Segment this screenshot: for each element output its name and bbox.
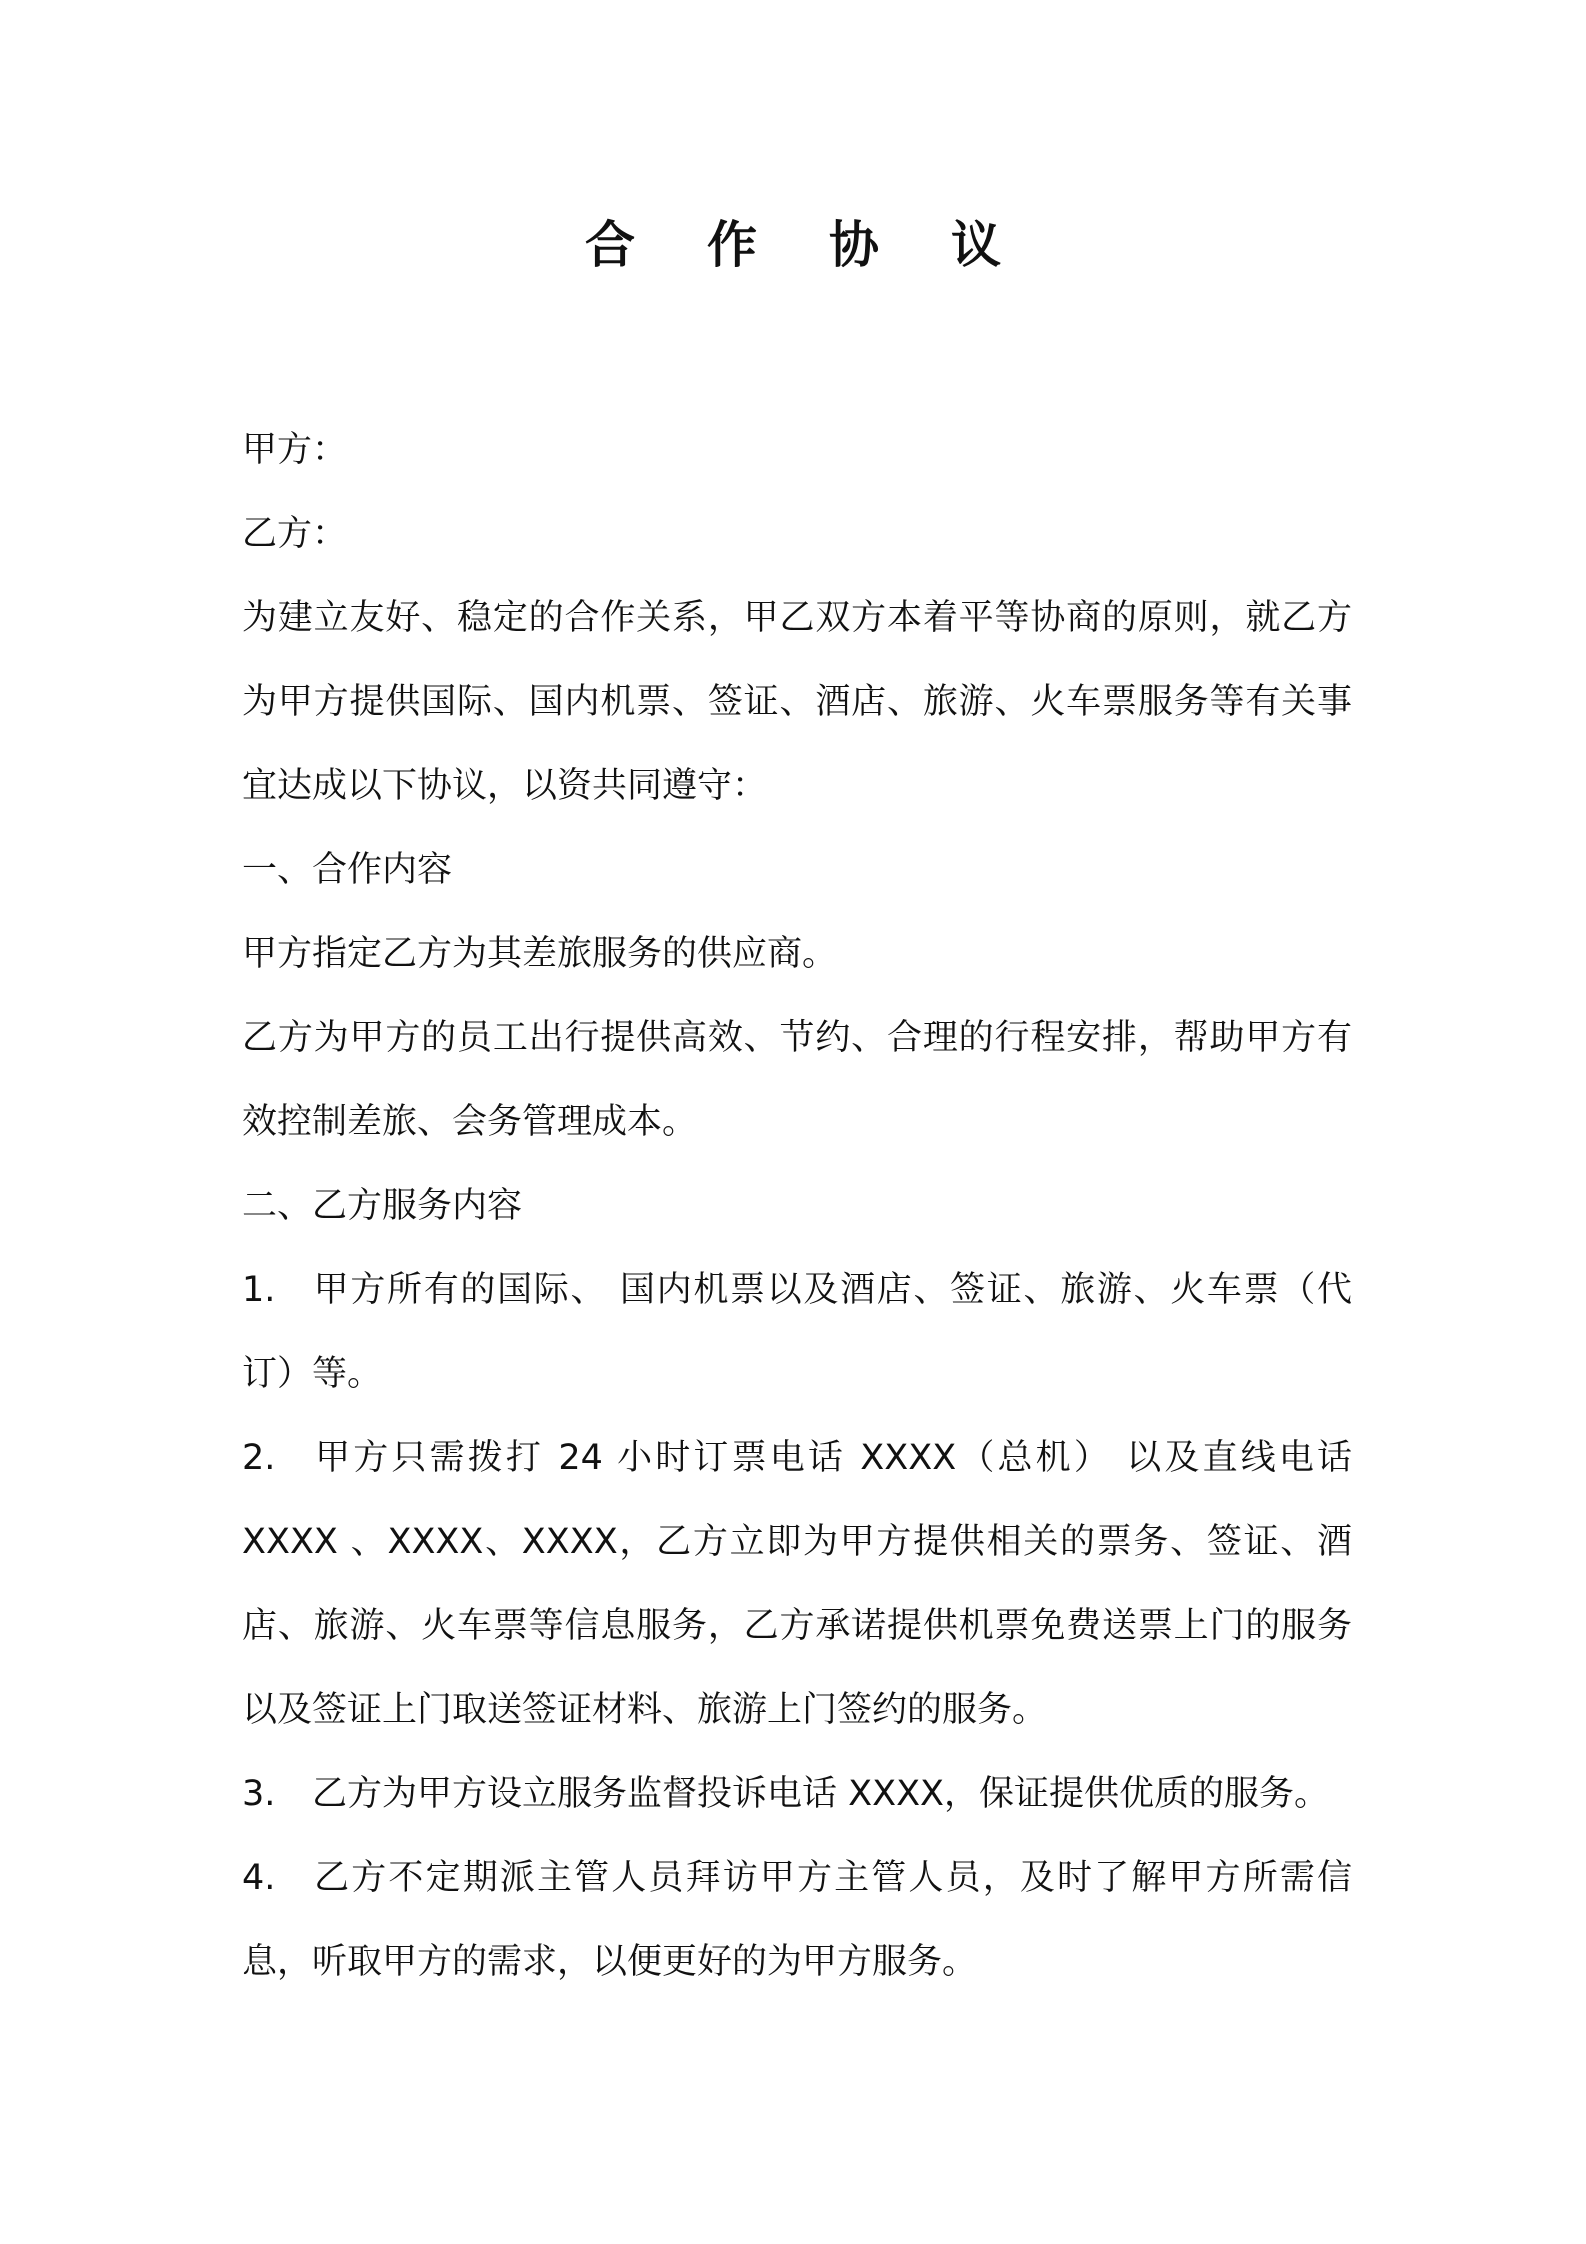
title-char: 作 <box>707 216 757 274</box>
intro-paragraph: 为建立友好、稳定的合作关系，甲乙双方本着平等协商的原则，就乙方为甲方提供国际、国内机票、签证、酒店、旅游、火车票服务等有关事宜达成以下协议，以资共同遵守： <box>242 598 1352 806</box>
section-1-paragraph: 乙方为甲方的员工出行提供高效、节约、合理的行程安排，帮助甲方有效控制差旅、会务管理成本。 <box>242 1018 1352 1142</box>
item-number: 4. <box>242 1858 276 1898</box>
item-number: 2. <box>242 1438 276 1478</box>
item-text: 乙方不定期派主管人员拜访甲方主管人员，及时了解甲方所需信息，听取甲方的需求，以便更好的为甲方服务。 <box>242 1858 1352 1982</box>
party-a-line: 甲方： <box>242 430 348 470</box>
service-item <box>242 1836 1352 2004</box>
title-char: 合 <box>585 216 635 274</box>
service-item <box>242 1752 1352 1836</box>
item-text: 甲方所有的国际、 国内机票以及酒店、签证、旅游、火车票（代订）等。 <box>242 1270 1352 1394</box>
section-1-paragraph: 甲方指定乙方为其差旅服务的供应商。 <box>242 934 838 974</box>
service-item <box>242 1248 1352 1416</box>
item-text: 甲方只需拨打 24 小时订票电话 XXXX（总机） 以及直线电话 XXXX 、XXXX、XXXX，乙方立即为甲方提供相关的票务、签证、酒店、旅游、火车票等信息服务，乙方承诺提供机票免费送票上门的服务以及签证上门取送签证材料、旅游上门签约的服务。 <box>242 1438 1352 1730</box>
document-title <box>0 210 1586 280</box>
service-item <box>242 1416 1352 1752</box>
section-1-heading: 一、合作内容 <box>242 850 453 890</box>
item-number: 3. <box>242 1774 276 1814</box>
title-char: 协 <box>829 216 879 274</box>
document-body <box>242 408 1352 2004</box>
item-text: 乙方为甲方设立服务监督投诉电话 XXXX，保证提供优质的服务。 <box>312 1774 1330 1814</box>
party-b-line: 乙方： <box>242 514 348 554</box>
item-number: 1. <box>242 1270 276 1310</box>
title-char: 议 <box>951 216 1001 274</box>
section-2-heading: 二、乙方服务内容 <box>242 1186 523 1226</box>
